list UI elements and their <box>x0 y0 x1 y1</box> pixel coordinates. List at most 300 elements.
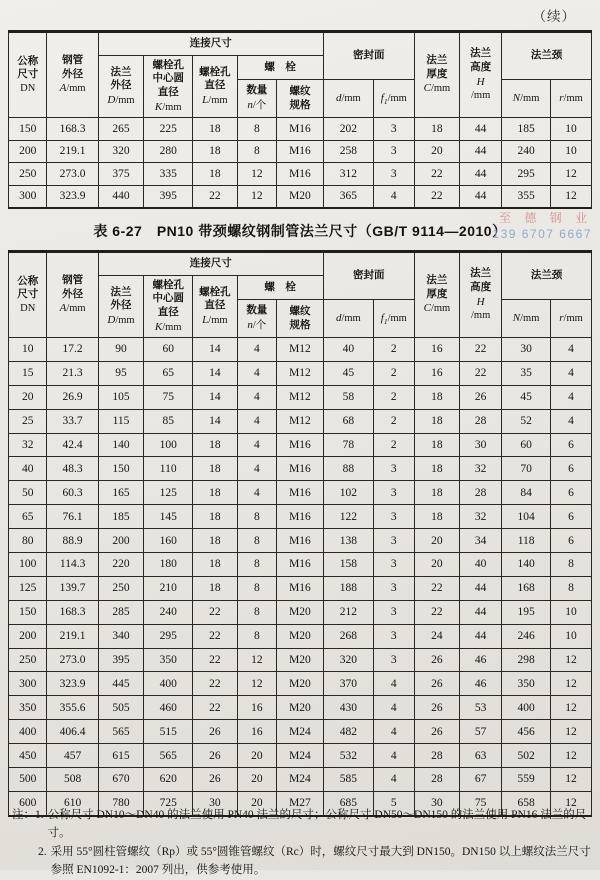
cell: 3 <box>373 576 414 600</box>
cell: 4 <box>373 768 414 792</box>
cell: M20 <box>277 624 324 648</box>
cell: 273.0 <box>47 163 98 186</box>
cell: 150 <box>9 118 47 141</box>
cell: M20 <box>277 648 324 672</box>
col-neck-r: r/mm <box>551 80 592 118</box>
cell: 600 <box>9 791 47 815</box>
cell: 10 <box>551 118 592 141</box>
cell: 18 <box>193 481 237 505</box>
footnote-number: 1. <box>35 809 44 821</box>
cell: 18 <box>193 505 237 529</box>
cell: 18 <box>193 163 237 186</box>
cell: M24 <box>277 720 324 744</box>
cell: 18 <box>414 505 459 529</box>
cell: 180 <box>144 553 193 577</box>
cell: 80 <box>9 529 47 553</box>
cell: 450 <box>9 744 47 768</box>
cell: 298 <box>502 648 551 672</box>
cell: 565 <box>98 720 143 744</box>
cell: 145 <box>144 505 193 529</box>
col-thread-spec: 螺纹 规格 <box>277 300 324 338</box>
cell: 12 <box>551 696 592 720</box>
cell: 2 <box>373 433 414 457</box>
cell: M16 <box>277 481 324 505</box>
col-flange-neck: 法兰颈 <box>502 32 592 80</box>
cell: 76.1 <box>47 505 98 529</box>
cell: 114.3 <box>47 553 98 577</box>
cell: 26 <box>460 385 502 409</box>
cell: 16 <box>414 361 459 385</box>
cell: 115 <box>98 409 143 433</box>
col-connection-dims: 连接尺寸 <box>98 32 323 56</box>
cell: 320 <box>98 140 143 163</box>
cell: 210 <box>144 576 193 600</box>
cell: 32 <box>460 457 502 481</box>
cell: 24 <box>414 624 459 648</box>
cell: 22 <box>414 576 459 600</box>
cell: 68 <box>323 409 373 433</box>
cell: 4 <box>237 338 277 362</box>
cell: 110 <box>144 457 193 481</box>
cell: M20 <box>277 185 324 208</box>
cell: 26 <box>414 672 459 696</box>
footnote-2 <box>12 843 592 880</box>
cell: 220 <box>98 553 143 577</box>
cell: 18 <box>193 576 237 600</box>
cell: 200 <box>9 624 47 648</box>
cell: 250 <box>9 648 47 672</box>
cell: 4 <box>373 744 414 768</box>
cell: 18 <box>193 457 237 481</box>
col-bolt-qty: 数量 n/个 <box>237 300 277 338</box>
cell: 60.3 <box>47 481 98 505</box>
cell: 350 <box>502 672 551 696</box>
cell: 44 <box>460 576 502 600</box>
cell: 268 <box>323 624 373 648</box>
cell: 4 <box>551 409 592 433</box>
cell: 285 <box>98 600 143 624</box>
cell: 102 <box>323 481 373 505</box>
cell: 44 <box>460 163 502 186</box>
cell: 22 <box>414 163 459 186</box>
cell: 26 <box>193 720 237 744</box>
cell: 505 <box>98 696 143 720</box>
cell: 44 <box>460 185 502 208</box>
col-sealing-face: 密封面 <box>323 252 414 300</box>
cell: 219.1 <box>47 140 98 163</box>
cell: 4 <box>373 696 414 720</box>
cell: 12 <box>237 185 277 208</box>
cell: 20 <box>414 529 459 553</box>
cell: 18 <box>414 433 459 457</box>
cell: 18 <box>414 481 459 505</box>
cell: 18 <box>414 385 459 409</box>
cell: M27 <box>277 791 324 815</box>
cell: 150 <box>98 457 143 481</box>
cell: 8 <box>551 576 592 600</box>
cell: 8 <box>551 553 592 577</box>
cell: 323.9 <box>47 672 98 696</box>
cell: 18 <box>414 457 459 481</box>
cell: 22 <box>193 672 237 696</box>
cell: M20 <box>277 672 324 696</box>
cell: 12 <box>551 720 592 744</box>
cell: 780 <box>98 791 143 815</box>
cell: 273.0 <box>47 648 98 672</box>
cell: 63 <box>460 744 502 768</box>
cell: 8 <box>237 600 277 624</box>
cell: 44 <box>460 600 502 624</box>
footnote-text: 公称尺寸 DN10～DN40 的法兰使用 PN40 法兰的尺寸；公称尺寸 DN50～DN150 的法兰使用 PN16 法兰的尺寸。 <box>47 809 587 840</box>
cell: 440 <box>98 185 143 208</box>
cell: 3 <box>373 163 414 186</box>
col-flange-height: 法兰 高度 H /mm <box>460 32 502 118</box>
cell: 6 <box>551 505 592 529</box>
cell: 195 <box>502 600 551 624</box>
cell: 8 <box>237 140 277 163</box>
cell: 4 <box>551 361 592 385</box>
cell: 246 <box>502 624 551 648</box>
col-bolt-circle: 螺栓孔 中心圆 直径 K/mm <box>144 56 193 118</box>
cell: 375 <box>98 163 143 186</box>
cell: 12 <box>551 672 592 696</box>
cell: 258 <box>323 140 373 163</box>
cell: 400 <box>9 720 47 744</box>
cell: 532 <box>323 744 373 768</box>
footnote-label: 注： <box>12 809 35 821</box>
cell: M16 <box>277 163 324 186</box>
cell: 620 <box>144 768 193 792</box>
cell: M12 <box>277 385 324 409</box>
footnote-number: 2. <box>38 845 47 858</box>
cell: 32 <box>460 505 502 529</box>
cell: 168.3 <box>47 118 98 141</box>
col-nominal-size: 公称 尺寸 DN <box>9 252 47 338</box>
cell: 125 <box>9 576 47 600</box>
cell: 40 <box>460 553 502 577</box>
table-title: 表 6-27 PN10 带颈螺纹钢制管法兰尺寸（GB/T 9114—2010） <box>93 223 507 239</box>
cell: 370 <box>323 672 373 696</box>
cell: 300 <box>9 185 47 208</box>
table-row <box>9 457 592 481</box>
cell: 95 <box>98 361 143 385</box>
table-row <box>9 185 592 208</box>
cell: 6 <box>551 433 592 457</box>
cell: 12 <box>551 163 592 186</box>
cell: 300 <box>9 672 47 696</box>
cell: 85 <box>144 409 193 433</box>
cell: 430 <box>323 696 373 720</box>
cell: M12 <box>277 338 324 362</box>
cell: 46 <box>460 672 502 696</box>
cell: 280 <box>144 140 193 163</box>
table-row <box>9 361 592 385</box>
cell: 18 <box>193 118 237 141</box>
cell: 18 <box>193 140 237 163</box>
cell: 26 <box>193 768 237 792</box>
cell: 50 <box>9 481 47 505</box>
col-flange-thickness: 法兰 厚度 C/mm <box>414 252 459 338</box>
cell: 22 <box>193 185 237 208</box>
cell: 30 <box>414 791 459 815</box>
table-row <box>9 648 592 672</box>
table-row <box>9 481 592 505</box>
cell: 60 <box>144 338 193 362</box>
col-flange-neck: 法兰颈 <box>502 252 592 300</box>
cell: M20 <box>277 696 324 720</box>
cell: 395 <box>98 648 143 672</box>
col-sealing-face: 密封面 <box>323 32 414 80</box>
cell: 445 <box>98 672 143 696</box>
cell: 57 <box>460 720 502 744</box>
table-row <box>9 624 592 648</box>
table-row <box>9 576 592 600</box>
cell: 22 <box>460 338 502 362</box>
cell: 10 <box>551 624 592 648</box>
cell: M12 <box>277 361 324 385</box>
cell: 138 <box>323 529 373 553</box>
cell: 250 <box>98 576 143 600</box>
cell: 219.1 <box>47 624 98 648</box>
table-row <box>9 505 592 529</box>
cell: 559 <box>502 768 551 792</box>
cell: 4 <box>373 672 414 696</box>
cell: 8 <box>237 118 277 141</box>
footnote-1 <box>12 806 592 843</box>
cell: 6 <box>551 529 592 553</box>
cell: 12 <box>551 744 592 768</box>
cell: 165 <box>98 481 143 505</box>
header-row <box>9 32 592 56</box>
cell: 104 <box>502 505 551 529</box>
cell: 395 <box>144 185 193 208</box>
col-neck-n: N/mm <box>502 300 551 338</box>
flange-table-continued <box>8 30 592 209</box>
cell: 46 <box>460 648 502 672</box>
cell: 84 <box>502 481 551 505</box>
col-thread-spec: 螺纹 规格 <box>277 80 324 118</box>
col-seal-d: d/mm <box>323 80 373 118</box>
cell: 30 <box>193 791 237 815</box>
cell: 400 <box>502 696 551 720</box>
cell: 4 <box>237 481 277 505</box>
cell: 90 <box>98 338 143 362</box>
flange-table-6-27 <box>8 250 592 817</box>
cell: 26.9 <box>47 385 98 409</box>
cell: 4 <box>551 338 592 362</box>
cell: 3 <box>373 457 414 481</box>
cell: 10 <box>9 338 47 362</box>
cell: 33.7 <box>47 409 98 433</box>
col-bolt: 螺 栓 <box>237 56 323 80</box>
cell: 32 <box>9 433 47 457</box>
table-row <box>9 529 592 553</box>
cell: 14 <box>193 338 237 362</box>
cell: 168 <box>502 576 551 600</box>
cell: 122 <box>323 505 373 529</box>
cell: 18 <box>414 409 459 433</box>
cell: 14 <box>193 361 237 385</box>
cell: 610 <box>47 791 98 815</box>
cell: 125 <box>144 481 193 505</box>
cell: 185 <box>502 118 551 141</box>
cell: 140 <box>98 433 143 457</box>
cell: 17.2 <box>47 338 98 362</box>
table-body <box>9 338 592 816</box>
cell: 22 <box>193 696 237 720</box>
cell: 685 <box>323 791 373 815</box>
cell: 12 <box>237 672 277 696</box>
cell: 18 <box>193 433 237 457</box>
cell: 26 <box>414 720 459 744</box>
cell: 515 <box>144 720 193 744</box>
cell: 350 <box>9 696 47 720</box>
cell: 88 <box>323 457 373 481</box>
watermark <box>492 210 592 242</box>
cell: 2 <box>373 409 414 433</box>
cell: 2 <box>373 338 414 362</box>
col-flange-od: 法兰 外径 D/mm <box>98 276 143 338</box>
cell: 34 <box>460 529 502 553</box>
cell: 202 <box>323 118 373 141</box>
col-seal-f1: $f_1/mm$ <box>373 300 414 338</box>
cell: M16 <box>277 433 324 457</box>
cell: 25 <box>9 409 47 433</box>
watermark-phone: 139 6707 6667 <box>492 227 592 241</box>
cell: 350 <box>144 648 193 672</box>
cell: 8 <box>237 553 277 577</box>
cell: 500 <box>9 768 47 792</box>
cell: M16 <box>277 118 324 141</box>
cell: 20 <box>237 791 277 815</box>
cell: 502 <box>502 744 551 768</box>
table-row <box>9 338 592 362</box>
col-nominal-size: 公称 尺寸 DN <box>9 32 47 118</box>
cell: 44 <box>460 140 502 163</box>
cell: 15 <box>9 361 47 385</box>
cell: 65 <box>144 361 193 385</box>
cell: 4 <box>237 433 277 457</box>
cell: 2 <box>373 385 414 409</box>
cell: M24 <box>277 768 324 792</box>
cell: 8 <box>237 576 277 600</box>
cell: 118 <box>502 529 551 553</box>
cell: 60 <box>502 433 551 457</box>
cell: 400 <box>144 672 193 696</box>
cell: 200 <box>9 140 47 163</box>
cell: 10 <box>551 140 592 163</box>
cell: 168.3 <box>47 600 98 624</box>
cell: 265 <box>98 118 143 141</box>
cell: 48.3 <box>47 457 98 481</box>
cell: 88.9 <box>47 529 98 553</box>
table-row <box>9 672 592 696</box>
cell: M16 <box>277 505 324 529</box>
cell: 615 <box>98 744 143 768</box>
cell: 100 <box>144 433 193 457</box>
cell: 225 <box>144 118 193 141</box>
cell: 4 <box>237 409 277 433</box>
cell: 4 <box>373 720 414 744</box>
cell: 312 <box>323 163 373 186</box>
table-row <box>9 600 592 624</box>
cell: 456 <box>502 720 551 744</box>
cell: M20 <box>277 600 324 624</box>
cell: 40 <box>323 338 373 362</box>
cell: 28 <box>460 409 502 433</box>
cell: 565 <box>144 744 193 768</box>
footnotes <box>12 806 592 880</box>
cell: 58 <box>323 385 373 409</box>
watermark-company: 至 德 钢 业 <box>498 211 592 225</box>
cell: 340 <box>98 624 143 648</box>
cell: 5 <box>373 791 414 815</box>
cell: 140 <box>502 553 551 577</box>
col-neck-r: r/mm <box>551 300 592 338</box>
cell: 139.7 <box>47 576 98 600</box>
cell: 4 <box>551 385 592 409</box>
cell: M24 <box>277 744 324 768</box>
cell: 26 <box>414 648 459 672</box>
table-row <box>9 744 592 768</box>
cell: M12 <box>277 409 324 433</box>
col-bolt-hole-dia: 螺栓孔 直径 L/mm <box>193 56 237 118</box>
cell: 18 <box>193 553 237 577</box>
cell: 30 <box>502 338 551 362</box>
cell: 30 <box>460 433 502 457</box>
col-bolt-qty: 数量 n/个 <box>237 80 277 118</box>
cell: 3 <box>373 505 414 529</box>
cell: 75 <box>144 385 193 409</box>
table-row <box>9 768 592 792</box>
cell: 22 <box>460 361 502 385</box>
col-connection-dims: 连接尺寸 <box>98 252 323 276</box>
cell: 18 <box>193 529 237 553</box>
cell: 12 <box>551 768 592 792</box>
cell: 3 <box>373 648 414 672</box>
cell: 28 <box>414 744 459 768</box>
cell: 22 <box>414 600 459 624</box>
cell: 460 <box>144 696 193 720</box>
cell: M16 <box>277 457 324 481</box>
cell: 4 <box>237 385 277 409</box>
col-pipe-od: 钢管 外径 A/mm <box>47 252 98 338</box>
col-bolt-circle: 螺栓孔 中心圆 直径 K/mm <box>144 276 193 338</box>
cell: M16 <box>277 529 324 553</box>
cell: 18 <box>414 118 459 141</box>
cell: 12 <box>551 185 592 208</box>
cell: 355.6 <box>47 696 98 720</box>
cell: 35 <box>502 361 551 385</box>
table-row <box>9 118 592 141</box>
col-seal-d: d/mm <box>323 300 373 338</box>
cell: M16 <box>277 576 324 600</box>
cell: 8 <box>237 505 277 529</box>
cell: 22 <box>193 600 237 624</box>
cell: 42.4 <box>47 433 98 457</box>
cell: 16 <box>237 720 277 744</box>
col-flange-height: 法兰 高度 H /mm <box>460 252 502 338</box>
cell: 20 <box>237 768 277 792</box>
table-row <box>9 720 592 744</box>
col-seal-f1: $f_1/mm$ <box>373 80 414 118</box>
cell: 22 <box>193 624 237 648</box>
col-pipe-od: 钢管 外径 A/mm <box>47 32 98 118</box>
cell: 482 <box>323 720 373 744</box>
cell: 26 <box>193 744 237 768</box>
cell: 22 <box>193 648 237 672</box>
cell: 365 <box>323 185 373 208</box>
